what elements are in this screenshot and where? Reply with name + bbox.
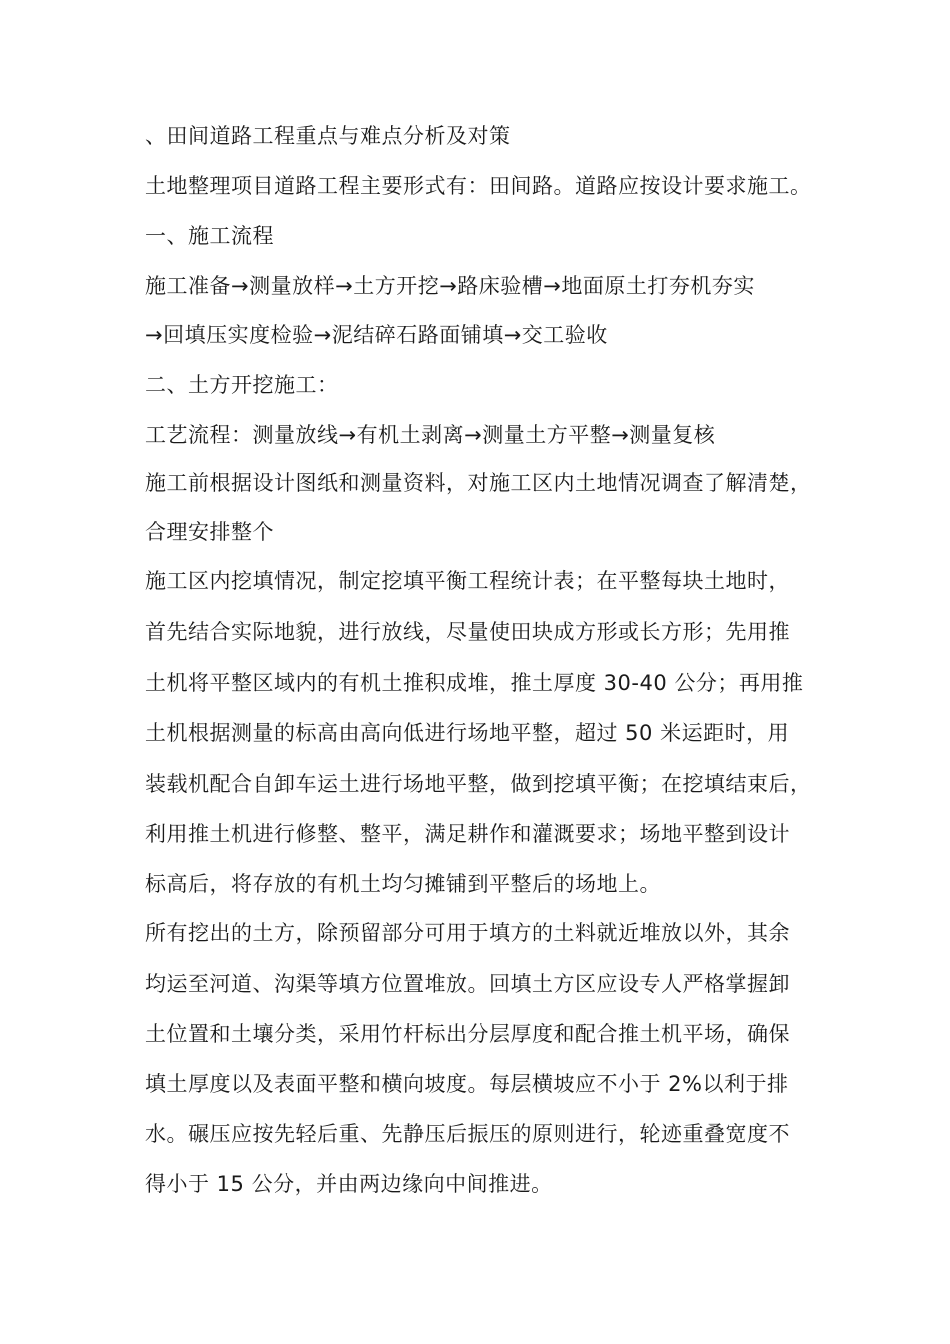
process-flow-line-2: →回填压实度检验→泥结碎石路面铺填→交工验收: [145, 323, 608, 347]
paragraph-line: 填土厚度以及表面平整和横向坡度。每层横坡应不小于 2%以利于排: [145, 1072, 789, 1096]
paragraph-line: 所有挖出的土方，除预留部分可用于填方的土料就近堆放以外，其余: [145, 921, 790, 945]
heading-construction-process: 一、施工流程: [145, 224, 274, 248]
paragraph-line: 合理安排整个: [145, 520, 274, 544]
paragraph-line: 得小于 15 公分，并由两边缘向中间推进。: [145, 1172, 553, 1196]
section-title: 、田间道路工程重点与难点分析及对策: [145, 124, 511, 148]
paragraph-line: 均运至河道、沟渠等填方位置堆放。回填土方区应设专人严格掌握卸: [145, 972, 790, 996]
paragraph-line: 标高后，将存放的有机土均匀摊铺到平整后的场地上。: [145, 872, 661, 896]
workflow-line: 工艺流程：测量放线→有机土剥离→测量土方平整→测量复核: [145, 423, 716, 447]
paragraph-line: 首先结合实际地貌，进行放线，尽量使田块成方形或长方形；先用推: [145, 620, 790, 644]
paragraph-line: 利用推土机进行修整、整平，满足耕作和灌溉要求；场地平整到设计: [145, 822, 790, 846]
heading-earthwork: 二、土方开挖施工：: [145, 373, 339, 397]
paragraph-line: 土机将平整区域内的有机土推积成堆，推土厚度 30-40 公分；再用推: [145, 671, 804, 695]
paragraph-line: 水。碾压应按先轻后重、先静压后振压的原则进行，轮迹重叠宽度不: [145, 1122, 790, 1146]
paragraph-line: 施工区内挖填情况，制定挖填平衡工程统计表；在平整每块土地时，: [145, 569, 790, 593]
intro-line: 土地整理项目道路工程主要形式有：田间路。道路应按设计要求施工。: [145, 174, 812, 198]
paragraph-line: 土位置和土壤分类，采用竹杆标出分层厚度和配合推土机平场，确保: [145, 1022, 790, 1046]
paragraph-line: 土机根据测量的标高由高向低进行场地平整，超过 50 米运距时，用: [145, 721, 790, 745]
paragraph-line: 施工前根据设计图纸和测量资料，对施工区内土地情况调查了解清楚，: [145, 471, 812, 495]
process-flow-line-1: 施工准备→测量放样→土方开挖→路床验槽→地面原土打夯机夯实: [145, 274, 755, 298]
paragraph-line: 装载机配合自卸车运土进行场地平整，做到挖填平衡；在挖填结束后，: [145, 772, 812, 796]
